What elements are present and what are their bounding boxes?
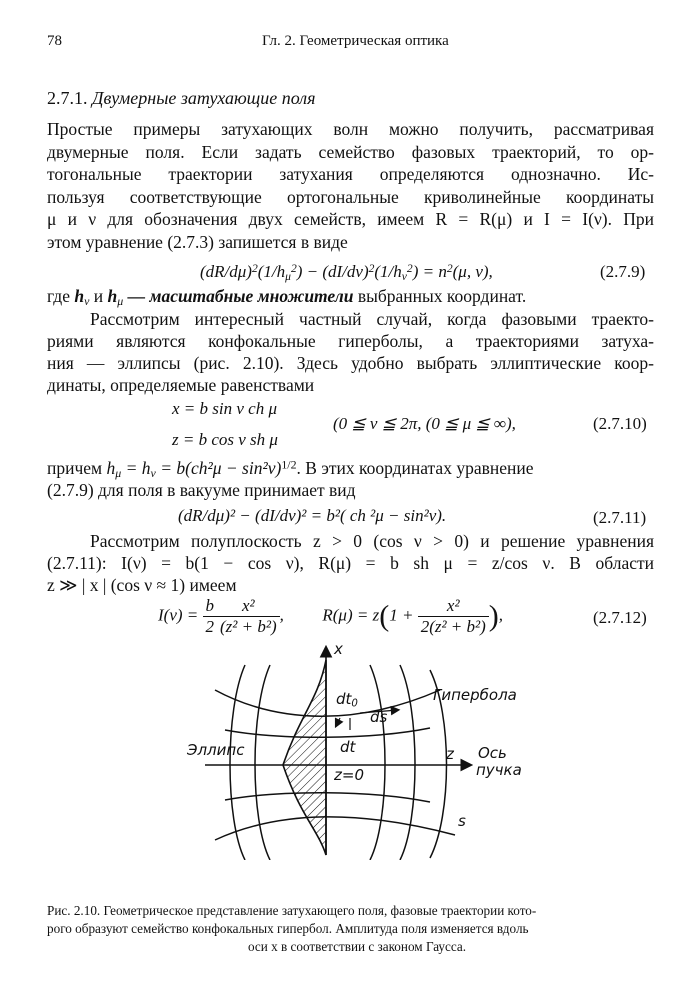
running-title: Гл. 2. Геометрическая оптика — [262, 33, 449, 49]
equation-2-7-10-z: z = b cos ν sh μ — [172, 430, 278, 449]
equation-number: (2.7.11) — [593, 508, 647, 527]
caption-line: Рис. 2.10. Геометрическое представление затухающего поля, фазовые траектории кото- — [47, 903, 537, 918]
paragraph1-line: Простые примеры затухающих волн можно получить, рассматривая — [47, 119, 654, 139]
section-number: 2.7.1. — [47, 88, 88, 108]
equation-2-7-10-conditions: (0 ≦ ν ≦ 2π, (0 ≦ μ ≦ ∞), — [333, 414, 516, 433]
paragraph2-line: динаты, определяемые равенствами — [47, 375, 315, 395]
fig-label-s: s — [458, 812, 466, 830]
equation-number: (2.7.9) — [600, 262, 646, 281]
ellipse-arc — [370, 665, 388, 860]
paragraph3-line: (2.7.11): I(ν) = b(1 − cos ν), R(μ) = b sh μ = z/cos ν. В области — [47, 553, 654, 573]
equation-number: (2.7.10) — [593, 414, 647, 433]
equation-2-7-10-x: x = b sin ν ch μ — [172, 399, 277, 418]
fig-label-ellipse: Эллипс — [187, 741, 245, 759]
ellipse-arc — [400, 665, 415, 860]
fig-label-hyperbola: Гипербола — [433, 686, 517, 704]
paragraph1-line: двумерные поля. Если задать семейство фазовых траекторий, то ор- — [47, 142, 654, 162]
prichem-line: причем $h_\mu = h_\nu = b(ch^2\mu - \sin^2\nu)^{1/2}$. В этих координатах уравнение — [47, 457, 534, 480]
equation-number: (2.7.12) — [593, 608, 647, 627]
eq-ref-line: (2.7.9) для поля в вакууме принимает вид — [47, 480, 356, 500]
paragraph2-line: Рассмотрим интересный частный случай, когда фазовыми траекто- — [90, 309, 654, 329]
fig-label-axis-2: пучка — [476, 761, 522, 779]
fig-label-dt: dt — [340, 738, 356, 756]
section-title: Двумерные затухающие поля — [92, 88, 316, 108]
paragraph1-line: тогональные траектории затухания определяются однозначно. Ис- — [47, 164, 654, 184]
paragraph1-line: этом уравнение (2.7.3) запишется в виде — [47, 232, 348, 252]
paragraph1-line: пользуя соответствующие ортогональные криволинейные координаты — [47, 187, 654, 207]
paragraph3-line: Рассмотрим полуплоскость z > 0 (cos ν > 0) и решение уравнения — [90, 531, 654, 551]
hyperbola-arc — [215, 817, 455, 840]
equation-2-7-11: (dR/dμ)² − (dI/dν)² = b²( ch ²μ − sin²ν). — [178, 506, 447, 525]
page-number: 78 — [47, 33, 62, 49]
caption-line: оси x в соответствии с законом Гаусса. — [248, 939, 467, 954]
paragraph2-line: риями являются конфокальные гиперболы, а траекториями затуха- — [47, 331, 654, 351]
dt0-arrow — [336, 718, 340, 726]
fig-label-axis-1: Ось — [478, 744, 507, 762]
paragraph2-line: ния — эллипсы (рис. 2.10). Здесь удобно выбрать эллиптические коор- — [47, 353, 654, 373]
fig-label-dt0: $dt_0$ — [336, 690, 358, 710]
fig-label-z: z — [446, 745, 454, 763]
fig-label-x: x — [334, 640, 343, 658]
section-heading — [47, 88, 316, 109]
gaussian-profile — [283, 660, 326, 855]
fig-label-z0: z=0 — [334, 766, 364, 784]
paragraph3-line: z ≫ | x | (cos ν ≈ 1) имеем — [47, 575, 237, 595]
hyperbola-arc — [215, 690, 440, 716]
ellipse-arc — [255, 665, 270, 860]
equation-2-7-9: $(dR/d\mu)^2(1/h_\mu^2) - (dI/d\nu)^2(1/h_\nu^2) = n^2(\mu$, ν), — [200, 261, 493, 283]
fig-label-ds: ds — [370, 708, 388, 726]
caption-line: рого образуют семейство конфокальных гипербол. Амплитуда поля изменяется вдоль — [47, 921, 529, 936]
equation-2-7-12: I(ν) = $\frac{b}{2}$ $\frac{\text{x²}}{\text{(z² + b²)}}$ , R(μ) = z(1 + $\frac{\text{x²}}{\text{2(z² + b²)}}$ ), — [158, 596, 504, 636]
scale-factors-line: где $h_\nu$ и $h_\mu$ — масштабные множители выбранных координат. — [47, 286, 527, 308]
paragraph1-line: μ и ν для обозначения двух семейств, имеем R = R(μ) и I = I(ν). При — [47, 209, 654, 229]
